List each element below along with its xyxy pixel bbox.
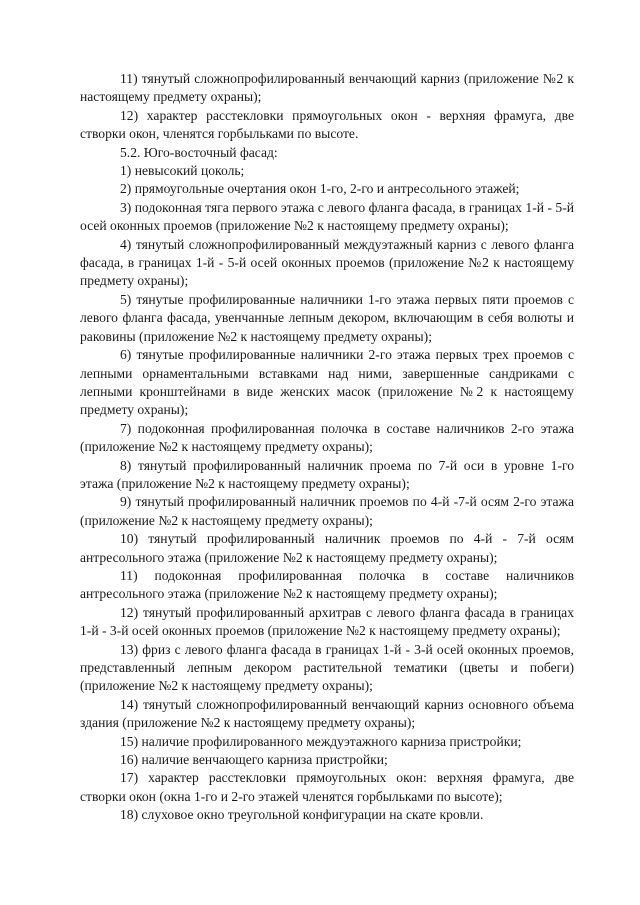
paragraph-item-6: 6) тянутые профилированные наличники 2-го этажа первых трех проемов с лепными орнаментальными вставками над ними, завершенные сандриками с лепными кронштейнами в виде женских масок (приложение №2 к настоящему предмету охраны); bbox=[80, 347, 574, 418]
paragraph-item-1: 1) невысокий цоколь; bbox=[120, 163, 245, 179]
paragraph-item-11: 11) подоконная профилированная полочка в составе наличников антресольного этажа (приложение №2 к настоящему предмету охраны); bbox=[80, 567, 574, 602]
paragraph-item-9: 9) тянутый профилированный наличник проемов по 4-й -7-й осям 2-го этажа (приложение №2 к настоящему предмету охраны); bbox=[80, 494, 574, 528]
paragraph-item-18: 18) слуховое окно треугольной конфигурации на скате кровли. bbox=[120, 807, 484, 823]
paragraph-item-7: 7) подоконная профилированная полочка в составе наличников 2-го этажа (приложение №2 к настоящему предмету охраны); bbox=[80, 420, 574, 455]
paragraph-item-8: 8) тянутый профилированный наличник проема по 7-й оси в уровне 1-го этажа (приложение №2 к настоящему предмету охраны); bbox=[80, 457, 574, 491]
document-page bbox=[80, 70, 574, 825]
paragraph-item-12: 12) тянутый профилированный архитрав с левого фланга фасада в границах 1-й - 3-й осей оконных проемов (приложение №2 к настоящему предмету охраны); bbox=[80, 604, 574, 639]
paragraph-item-13: 13) фриз с левого фланга фасада в границах 1-й - 3-й осей оконных проемов, представленный лепным декором растительной тематики (цветы и побеги) (приложение №2 к настоящему предмету охраны); bbox=[80, 641, 574, 694]
paragraph-item-2: 2) прямоугольные очертания окон 1-го, 2-го и антресольного этажей; bbox=[120, 181, 520, 197]
paragraph-item-12-glazing: 12) характер расстекловки прямоугольных окон - верхняя фрамуга, две створки окон, членятся горбыльками по высоте. bbox=[80, 107, 574, 142]
paragraph-item-17: 17) характер расстекловки прямоугольных окон: верхняя фрамуга, две створки окон (окна 1-го и 2-го этажей членятся горбыльками по высоте); bbox=[80, 770, 574, 804]
paragraph-item-16: 16) наличие венчающего карниза пристройки; bbox=[120, 752, 388, 768]
paragraph-item-15: 15) наличие профилированного междуэтажного карниза пристройки; bbox=[120, 733, 522, 749]
paragraph-item-5: 5) тянутые профилированные наличники 1-го этажа первых пяти проемов с левого фланга фасада, увенчанные лепным декором, включающим в себя волюты и раковины (приложение №2 к настоящему предмету охраны); bbox=[80, 291, 574, 344]
paragraph-item-3: 3) подоконная тяга первого этажа с левого фланга фасада, в границах 1-й - 5-й осей оконных проемов (приложение №2 к настоящему предмету охраны); bbox=[80, 199, 574, 234]
paragraph-item-11-cornice: 11) тянутый сложнопрофилированный венчающий карниз (приложение №2 к настоящему предмету охраны); bbox=[80, 71, 574, 105]
paragraph-item-4: 4) тянутый сложнопрофилированный междуэтажный карниз с левого фланга фасада, в границах 1-й - 5-й осей оконных проемов (приложение №2 к настоящему предмету охраны); bbox=[80, 236, 574, 289]
paragraph-item-14: 14) тянутый сложнопрофилированный венчающий карниз основного объема здания (приложение №2 к настоящему предмету охраны); bbox=[80, 696, 574, 731]
section-heading-southeast-facade: 5.2. Юго-восточный фасад: bbox=[120, 144, 278, 160]
paragraph-item-10: 10) тянутый профилированный наличник проемов по 4-й - 7-й осям антресольного этажа (приложение №2 к настоящему предмету охраны); bbox=[80, 531, 574, 565]
